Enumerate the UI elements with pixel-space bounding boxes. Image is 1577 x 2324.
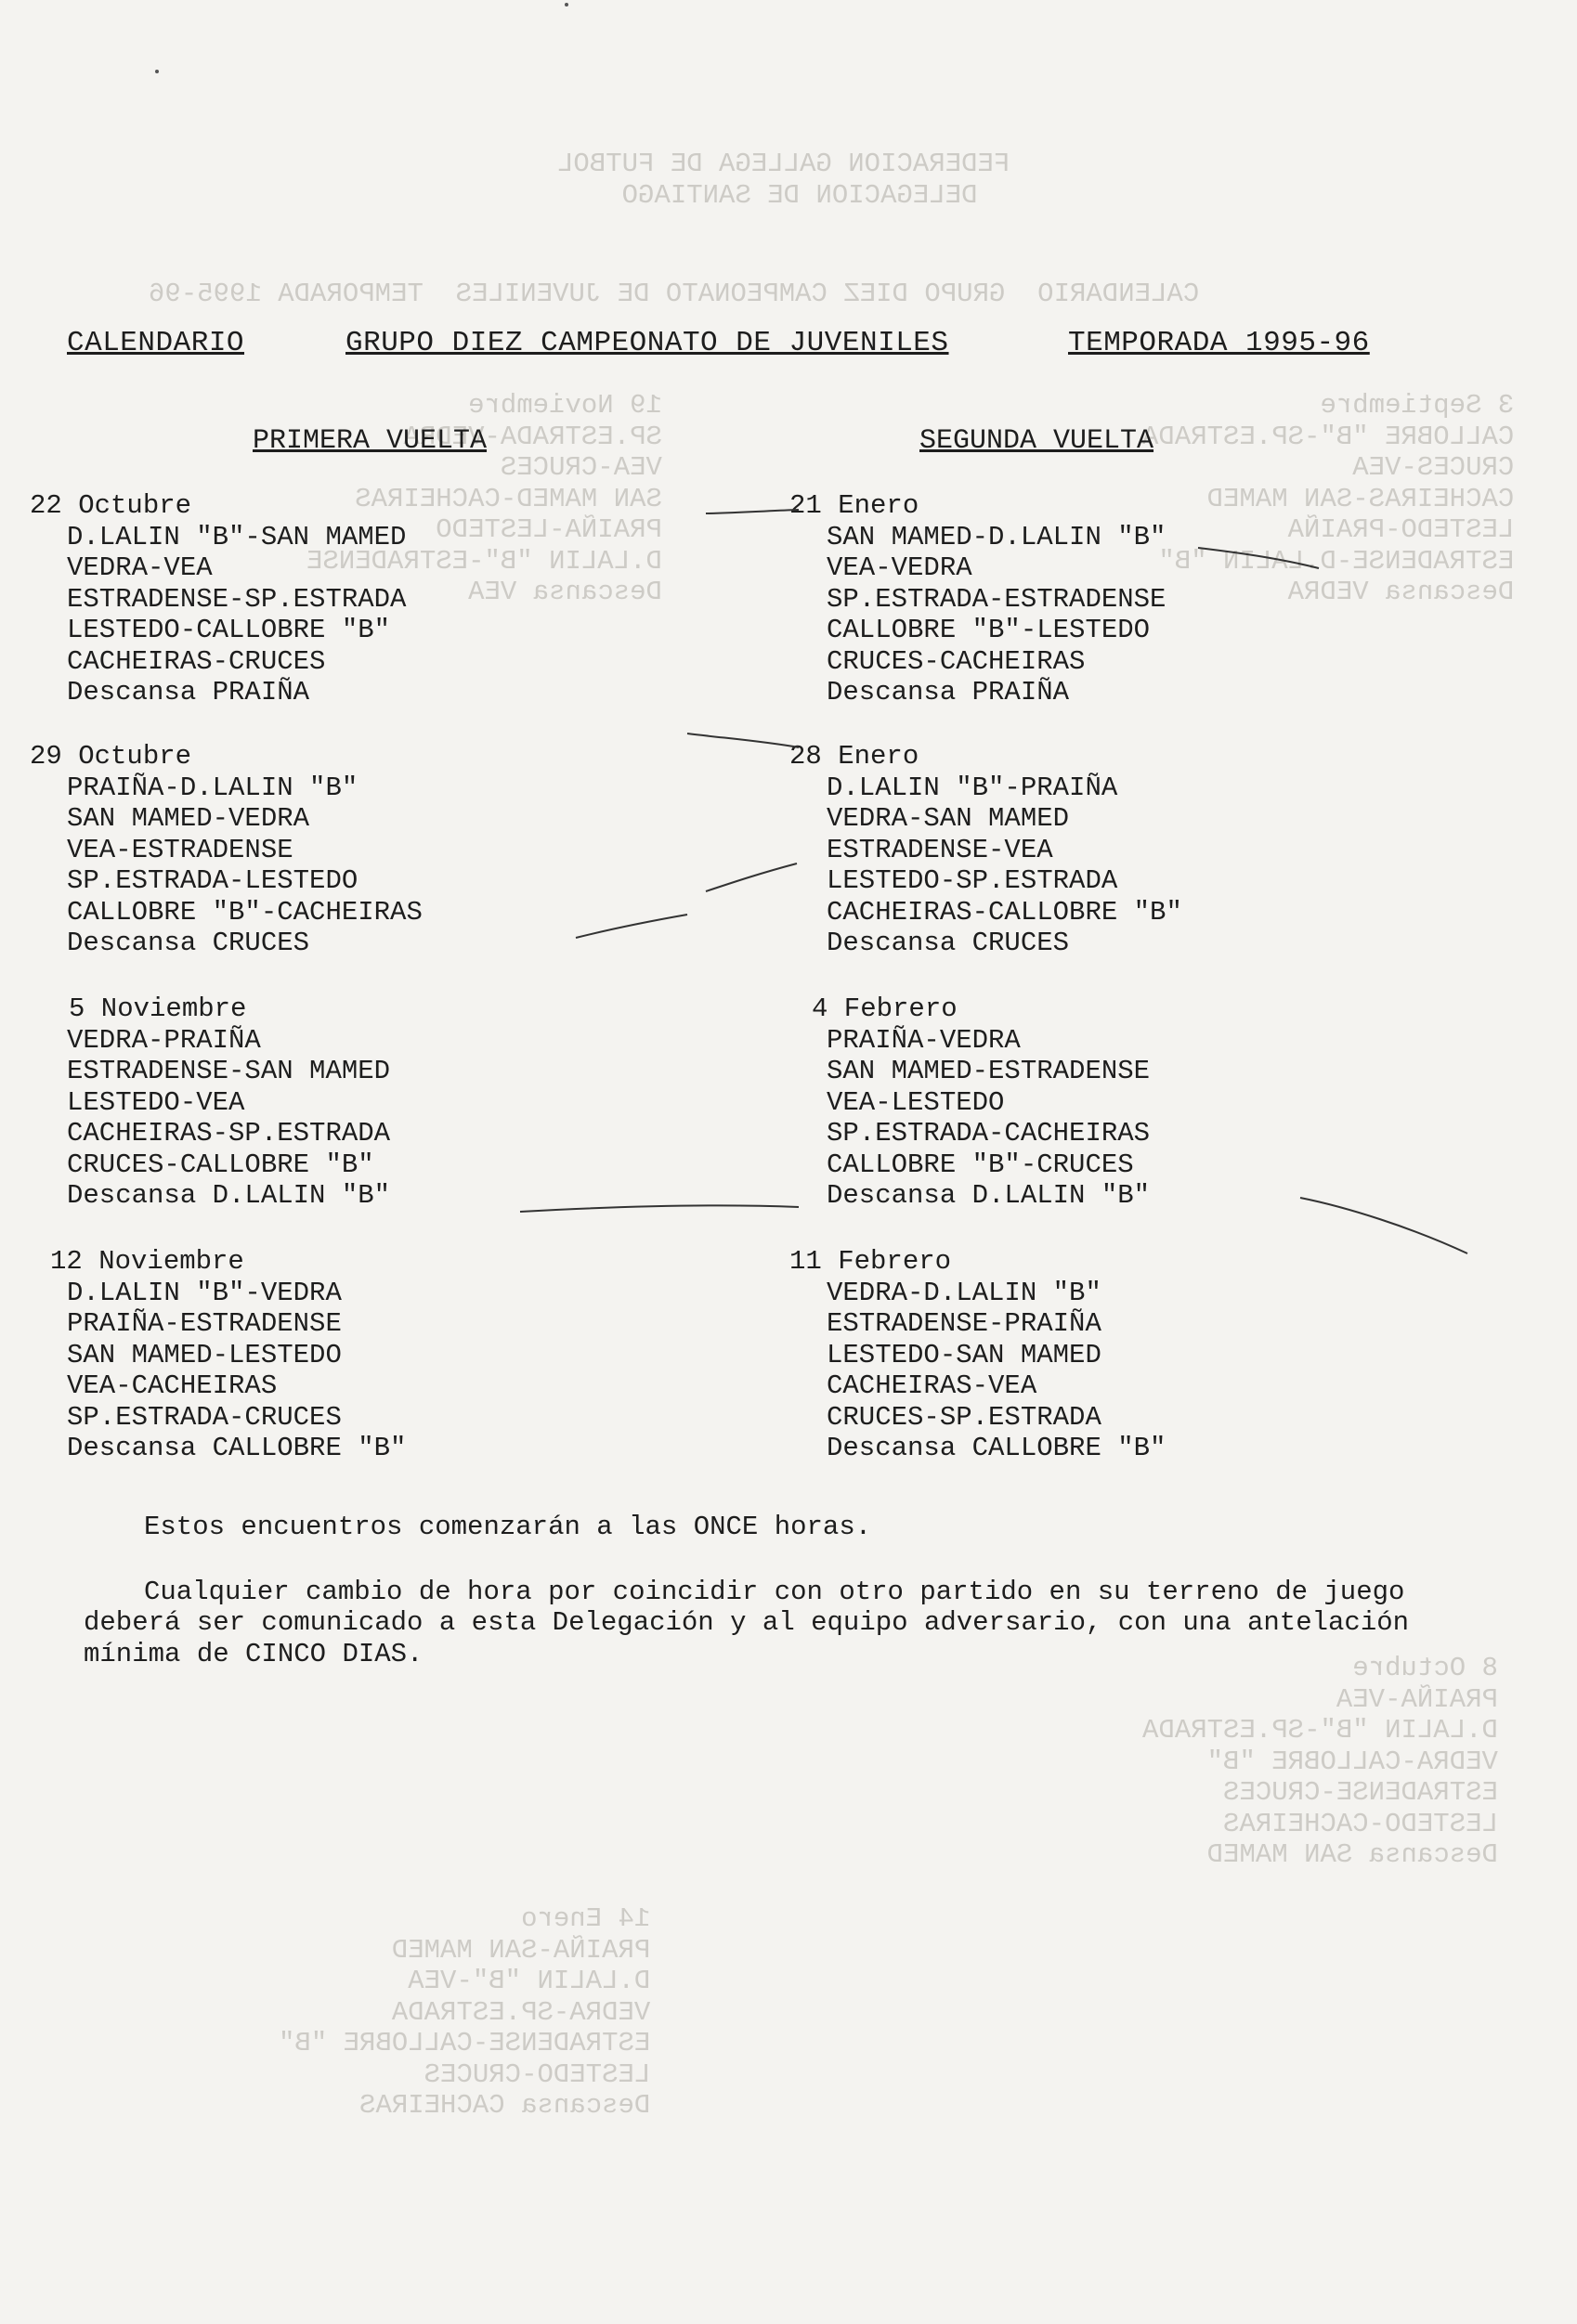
header-calendario: CALENDARIO	[67, 327, 245, 359]
match-line: CACHEIRAS-SP.ESTRADA	[67, 1118, 391, 1149]
round-date: 21 Enero	[789, 490, 919, 521]
match-line: SP.ESTRADA-LESTEDO	[67, 865, 358, 896]
match-line: SAN MAMED-VEDRA	[67, 803, 310, 834]
match-line: CRUCES-CALLOBRE "B"	[67, 1149, 374, 1180]
bye-line: Descansa CRUCES	[67, 928, 310, 958]
bye-line: Descansa CRUCES	[827, 928, 1070, 958]
pen-stroke	[1300, 1198, 1467, 1253]
header-grupo: GRUPO DIEZ CAMPEONATO DE JUVENILES	[345, 327, 949, 359]
pen-stroke	[1198, 548, 1319, 568]
round-date: 28 Enero	[789, 741, 919, 772]
primera-vuelta-title: PRIMERA VUELTA	[253, 425, 488, 457]
show-through-ghost-text: FEDERACION GALLEGA DE FUTBOL DELEGACION DE SANTIAGO	[557, 149, 1010, 211]
pen-stroke	[520, 1205, 799, 1212]
round-date: 22 Octubre	[30, 490, 192, 521]
match-line: VEA-CACHEIRAS	[67, 1370, 278, 1401]
match-line: SP.ESTRADA-CACHEIRAS	[827, 1118, 1151, 1149]
show-through-ghost-text: 3 Septiembre CALLOBRE "B"-SP.ESTRADA CRUCES-VEA CACHEIRAS-SAN MAMED LESTEDO-PRAIÑA ESTRADENSE-D.LALIN "B" Descansa VEDRA	[1142, 390, 1515, 607]
note-start-time: Estos encuentros comenzarán a las ONCE horas.	[144, 1512, 872, 1542]
pen-stroke	[706, 510, 799, 513]
match-line: ESTRADENSE-SAN MAMED	[67, 1056, 391, 1086]
match-line: VEA-VEDRA	[827, 552, 972, 583]
match-line: LESTEDO-SP.ESTRADA	[827, 865, 1118, 896]
pen-stroke	[576, 915, 687, 938]
match-line: CRUCES-SP.ESTRADA	[827, 1401, 1101, 1433]
match-line: SP.ESTRADA-CRUCES	[67, 1401, 342, 1433]
match-line: VEDRA-PRAIÑA	[67, 1024, 261, 1056]
match-line: D.LALIN "B"-SAN MAMED	[67, 521, 407, 552]
pen-stroke	[687, 734, 799, 747]
bye-line: Descansa D.LALIN "B"	[67, 1180, 391, 1211]
match-line: CACHEIRAS-VEA	[827, 1370, 1037, 1401]
match-line: D.LALIN "B"-VEDRA	[67, 1277, 342, 1308]
show-through-ghost-text: 14 Enero PRAIÑA-SAN MAMED D.LALIN "B"-VEA VEDRA-SP.ESTRADA ESTRADENSE-CALLOBRE "B" LESTEDO-CRUCES Descansa CACHEIRAS	[279, 1903, 651, 2121]
match-line: PRAIÑA-ESTRADENSE	[67, 1308, 342, 1339]
match-line: ESTRADENSE-SP.ESTRADA	[67, 583, 407, 615]
bye-line: Descansa PRAIÑA	[67, 677, 310, 708]
match-line: CALLOBRE "B"-CACHEIRAS	[67, 896, 423, 928]
header-temporada: TEMPORADA 1995-96	[1068, 327, 1370, 359]
match-line: VEDRA-SAN MAMED	[827, 803, 1070, 834]
match-line: CACHEIRAS-CRUCES	[67, 645, 326, 677]
round-date: 11 Febrero	[789, 1246, 952, 1277]
bye-line: Descansa CALLOBRE "B"	[827, 1433, 1166, 1463]
match-line: VEA-ESTRADENSE	[67, 834, 293, 865]
note-change-policy: Cualquier cambio de hora por coincidir con otro partido en su terreno de juego deberá ser comunicado a esta Delegación y al equipo adversario, con una antelación mínima de CINCO DIAS.	[84, 1576, 1410, 1669]
match-line: CACHEIRAS-CALLOBRE "B"	[827, 896, 1182, 928]
match-line: SP.ESTRADA-ESTRADENSE	[827, 583, 1166, 615]
match-line: CRUCES-CACHEIRAS	[827, 645, 1086, 677]
match-line: ESTRADENSE-PRAIÑA	[827, 1308, 1101, 1339]
match-line: SAN MAMED-ESTRADENSE	[827, 1056, 1151, 1086]
round-date: 29 Octubre	[30, 741, 192, 772]
match-line: SAN MAMED-LESTEDO	[67, 1339, 342, 1370]
round-date: 5 Noviembre	[69, 993, 247, 1024]
show-through-ghost-text: 19 Noviembre SP.ESTRADA-VEDRA VEA-CRUCES SAN MAMED-CACHEIRAS PRAIÑA-LESTEDO D.LALIN "B"-ESTRADENSE Descansa VEA	[306, 390, 662, 607]
bye-line: Descansa PRAIÑA	[827, 677, 1070, 708]
segunda-vuelta-title: SEGUNDA VUELTA	[919, 425, 1154, 457]
show-through-ghost-text: 8 Octubre PRAIÑA-VEA D.LALIN "B"-SP.ESTRADA VEDRA-CALLOBRE "B" ESTRADENSE-CRUCES LESTEDO-CACHEIRAS Descansa SAN MAMED	[1142, 1653, 1498, 1870]
match-line: VEDRA-D.LALIN "B"	[827, 1277, 1101, 1308]
round-date: 4 Febrero	[812, 993, 958, 1024]
round-date: 12 Noviembre	[50, 1246, 244, 1277]
match-line: PRAIÑA-D.LALIN "B"	[67, 772, 358, 803]
match-line: LESTEDO-SAN MAMED	[827, 1339, 1101, 1370]
bye-line: Descansa D.LALIN "B"	[827, 1180, 1151, 1211]
bye-line: Descansa CALLOBRE "B"	[67, 1433, 407, 1463]
match-line: VEA-LESTEDO	[827, 1086, 1005, 1118]
match-line: PRAIÑA-VEDRA	[827, 1024, 1021, 1056]
match-line: D.LALIN "B"-PRAIÑA	[827, 772, 1118, 803]
pen-stroke	[706, 863, 797, 891]
match-line: ESTRADENSE-VEA	[827, 834, 1053, 865]
match-line: LESTEDO-VEA	[67, 1086, 245, 1118]
match-line: CALLOBRE "B"-CRUCES	[827, 1149, 1134, 1180]
match-line: SAN MAMED-D.LALIN "B"	[827, 521, 1166, 552]
match-line: VEDRA-VEA	[67, 552, 213, 583]
show-through-ghost-text: CALENDARIO GRUPO DIEZ CAMPEONATO DE JUVENILES TEMPORADA 1995-96	[149, 279, 1200, 309]
match-line: CALLOBRE "B"-LESTEDO	[827, 615, 1151, 645]
match-line: LESTEDO-CALLOBRE "B"	[67, 615, 391, 645]
